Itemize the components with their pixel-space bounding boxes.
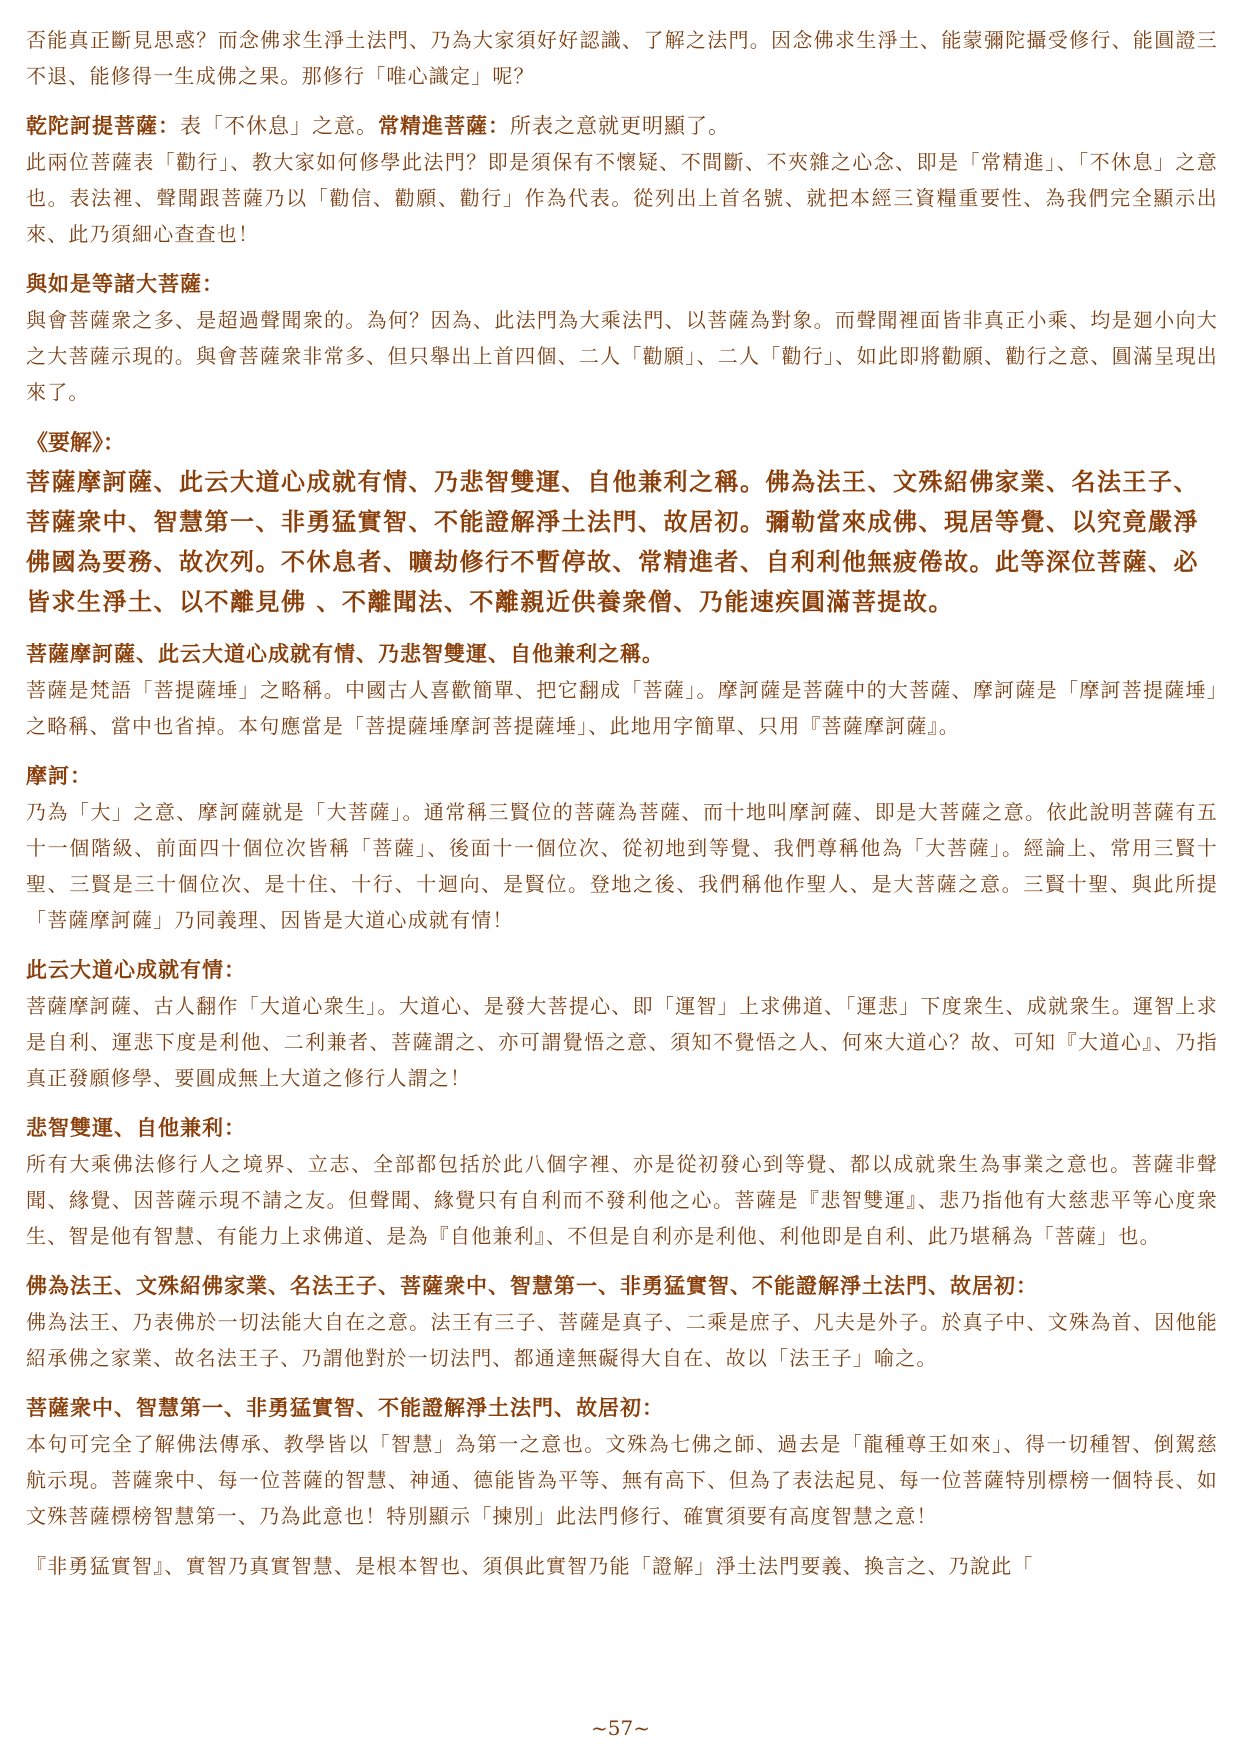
page-content [26,22,1218,1598]
yuru-body: 與會菩薩衆之多、是超過聲聞衆的。為何？因為、此法門為大乘法門、以菩薩為對象。而聲聞裡面皆非真正小乘、均是廻小向大之大菩薩示現的。與會菩薩衆非常多、但只舉出上首四個、二人「勸願」、二人「勸行」、如此即將勸願、勸行之意、圓滿呈現出來了。 [26,308,1218,404]
pusa-body: 菩薩是梵語「菩提薩埵」之略稱。中國古人喜歡簡單、把它翻成「菩薩」。摩訶薩是菩薩中的大菩薩、摩訶薩是「摩訶菩提薩埵」之略稱、當中也省掉。本句應當是「菩提薩埵摩訶菩提薩埵」、此地用字簡單、只用『菩薩摩訶薩』。 [26,678,1218,738]
beizhi-section [26,1110,1218,1254]
zhihui-heading: 菩薩衆中、智慧第一、非勇猛實智、不能證解淨土法門、故居初： [26,1395,664,1420]
yaojie-title: 《要解》： [26,430,126,456]
dadaoxin-body: 菩薩摩訶薩、古人翻作「大道心衆生」。大道心、是發大菩提心、即「運智」上求佛道、「運悲」下度衆生、成就衆生。運智上求是自利、運悲下度是利他、二利兼者、菩薩謂之、亦可謂覺悟之意、須知不覺悟之人、何來大道心？故、可知『大道心』、乃指真正發願修學、要圓成無上大道之修行人謂之！ [26,994,1218,1090]
changjingjin-heading-plain: 所表之意就更明顯了。 [510,114,730,138]
dadaoxin-heading: 此云大道心成就有情： [26,957,246,982]
qiantuo-heading [26,108,1218,144]
qiantuo-heading-plain: 表「不休息」之意。 [180,114,378,138]
beizhi-heading: 悲智雙運、自他兼利： [26,1115,246,1140]
intro-block [26,22,1218,94]
yuru-section [26,266,1218,410]
fawang-section [26,1268,1218,1376]
yaojie-section [26,424,1218,622]
mohe-body: 乃為「大」之意、摩訶薩就是「大菩薩」。通常稱三賢位的菩薩為菩薩、而十地叫摩訶薩、即是大菩薩之意。依此說明菩薩有五十一個階級、前面四十個位次皆稱「菩薩」、後面十一個位次、從初地到等覺、我們尊稱他為「大菩薩」。經論上、常用三賢十聖、三賢是三十個位次、是十住、十行、十迴向、是賢位。登地之後、我們稱他作聖人、是大菩薩之意。三賢十聖、與此所提「菩薩摩訶薩」乃同義理、因皆是大道心成就有情！ [26,800,1218,932]
yaojie-quote: 菩薩摩訶薩、此云大道心成就有情、乃悲智雙運、自他兼利之稱。佛為法王、文殊紹佛家業、名法王子、菩薩衆中、智慧第一、非勇猛實智、不能證解淨土法門、故居初。彌勒當來成佛、現居等覺、以究竟嚴淨佛國為要務、故次列。不休息者、曠劫修行不暫停故、常精進者、自利利他無疲倦故。此等深位菩薩、必皆求生淨土、以不離見佛 、不離聞法、不離親近供養衆僧、乃能速疾圓滿菩提故。 [26,467,1199,616]
qiantuo-section [26,108,1218,252]
dadaoxin-section [26,952,1218,1096]
qiantuo-body: 此兩位菩薩表「勸行」、教大家如何修學此法門？即是須保有不懷疑、不間斷、不夾雜之心念、即是「常精進」、「不休息」之意也。表法裡、聲聞跟菩薩乃以「勸信、勸願、勸行」作為代表。從列出上首名號、就把本經三資糧重要性、為我們完全顯示出來、此乃須細心查查也！ [26,150,1218,246]
closing-paragraph: 『非勇猛實智』、實智乃真實智慧、是根本智也、須俱此實智乃能「證解」淨土法門要義、換言之、乃說此「 [26,1554,1034,1578]
qiantuo-heading-bold: 乾陀訶提菩薩： [26,113,180,138]
page-number: ~57~ [591,1716,650,1740]
pusa-heading: 菩薩摩訶薩、此云大道心成就有情、乃悲智雙運、自他兼利之稱。 [26,641,664,666]
zhihui-section [26,1390,1218,1534]
changjingjin-heading-bold: 常精進菩薩： [378,113,510,138]
beizhi-body: 所有大乘佛法修行人之境界、立志、全部都包括於此八個字裡、亦是從初發心到等覺、都以成就衆生為事業之意也。菩薩非聲聞、緣覺、因菩薩示現不請之友。但聲聞、緣覺只有自利而不發利他之心。菩薩是『悲智雙運』、悲乃指他有大慈悲平等心度衆生、智是他有智慧、有能力上求佛道、是為『自他兼利』、不但是自利亦是利他、利他即是自利、此乃堪稱為「菩薩」也。 [26,1152,1218,1248]
closing-block [26,1548,1218,1584]
mohe-section [26,758,1218,938]
mohe-heading: 摩訶： [26,763,92,788]
yuru-heading: 與如是等諸大菩薩： [26,271,224,296]
zhihui-body: 本句可完全了解佛法傳承、教學皆以「智慧」為第一之意也。文殊為七佛之師、過去是「龍種尊王如來」、得一切種智、倒駕慈航示現。菩薩衆中、每一位菩薩的智慧、神通、德能皆為平等、無有高下、但為了表法起見、每一位菩薩特別標榜一個特長、如文殊菩薩標榜智慧第一、乃為此意也！特別顯示「揀別」此法門修行、確實須要有高度智慧之意！ [26,1432,1218,1528]
pusa-section [26,636,1218,744]
fawang-heading: 佛為法王、文殊紹佛家業、名法王子、菩薩衆中、智慧第一、非勇猛實智、不能證解淨土法門、故居初： [26,1273,1038,1298]
fawang-body: 佛為法王、乃表佛於一切法能大自在之意。法王有三子、菩薩是真子、二乘是庶子、凡夫是外子。於真子中、文殊為首、因他能紹承佛之家業、故名法王子、乃謂他對於一切法門、都通達無礙得大自在、故以「法王子」喻之。 [26,1310,1218,1370]
intro-paragraph: 否能真正斷見思惑？而念佛求生淨土法門、乃為大家須好好認識、了解之法門。因念佛求生淨土、能蒙彌陀攝受修行、能圓證三不退、能修得一生成佛之果。那修行「唯心識定」呢？ [26,28,1218,88]
